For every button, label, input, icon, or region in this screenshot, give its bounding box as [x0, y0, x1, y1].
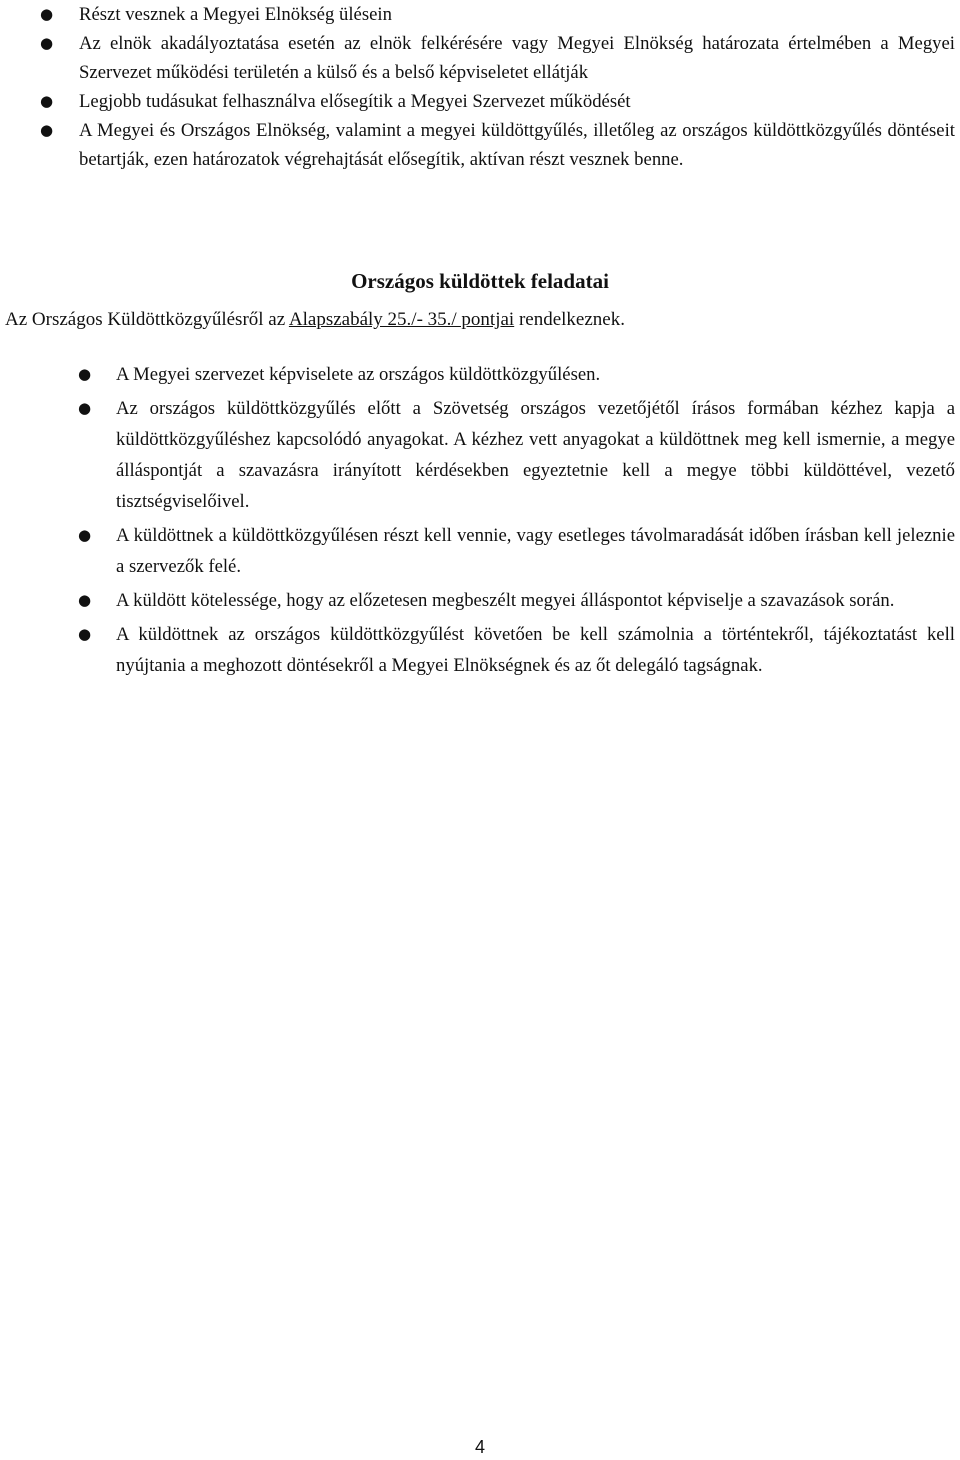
list-item — [0, 0, 960, 29]
bullet-icon: ● — [78, 625, 92, 643]
list-item-text: A Megyei és Országos Elnökség, valamint a megyei küldöttgyűlés, illetőleg az országos küldöttközgyűlés döntéseit betartják, ezen határozatok végrehajtását elősegítik, aktívan részt vesznek benne. — [79, 120, 955, 170]
top-bullet-list — [0, 0, 960, 174]
bullet-icon: ● — [40, 121, 54, 139]
list-item-text: Az országos küldöttközgyűlés előtt a Szövetség országos vezetőjétől írásos formában kézhez kapja a küldöttközgyűléshez kapcsolódó anyagokat. A kézhez vett anyagokat a küldöttnek meg kell ismernie, a megye álláspontját a szavazásra irányított kérdésekben egyeztetnie kell a megye többi küldöttével, vezető tisztségviselőivel. — [116, 398, 955, 512]
bullet-icon: ● — [78, 591, 92, 609]
intro-prefix: Az Országos Küldöttközgyűlésről az — [5, 309, 289, 330]
bullet-icon: ● — [40, 5, 54, 23]
section-heading: Országos küldöttek feladatai — [351, 269, 609, 293]
bullet-icon: ● — [78, 399, 92, 417]
list-item-text: Részt vesznek a Megyei Elnökség ülésein — [79, 4, 392, 25]
list-item — [0, 116, 960, 174]
list-item — [0, 87, 960, 116]
list-item-text: A küldött kötelessége, hogy az előzetesen megbeszélt megyei álláspontot képviselje a szavazások során. — [116, 590, 895, 611]
list-item-text: Legjobb tudásukat felhasználva elősegítik a Megyei Szervezet működését — [79, 91, 631, 112]
bullet-icon: ● — [40, 92, 54, 110]
list-item — [0, 359, 960, 390]
list-item-text: A Megyei szervezet képviselete az országos küldöttközgyűlésen. — [116, 364, 601, 385]
list-item — [0, 619, 960, 681]
list-item-text: A küldöttnek a küldöttközgyűlésen részt kell vennie, vagy esetleges távolmaradását időben írásban kell jeleznie a szervezők felé. — [116, 525, 955, 577]
intro-suffix: rendelkeznek. — [514, 309, 625, 330]
list-item — [0, 29, 960, 87]
bylaws-reference: Alapszabály 25./- 35./ pontjai — [288, 309, 515, 330]
bullet-icon: ● — [40, 34, 54, 52]
intro-paragraph — [5, 306, 955, 334]
list-item — [0, 520, 960, 582]
list-item — [0, 393, 960, 517]
page-number: 4 — [474, 1437, 485, 1457]
bullet-icon: ● — [78, 365, 92, 383]
duties-bullet-list — [0, 359, 960, 684]
list-item-text: Az elnök akadályoztatása esetén az elnök felkérésére vagy Megyei Elnökség határozata értelmében a Megyei Szervezet működési területén a külső és a belső képviseletet ellátják — [79, 33, 955, 83]
list-item — [0, 585, 960, 616]
list-item-text: A küldöttnek az országos küldöttközgyűlést követően be kell számolnia a történtekről, tájékoztatást kell nyújtania a meghozott döntésekről a Megyei Elnökségnek és az őt delegáló tagságnak. — [116, 624, 955, 676]
bullet-icon: ● — [78, 526, 92, 544]
